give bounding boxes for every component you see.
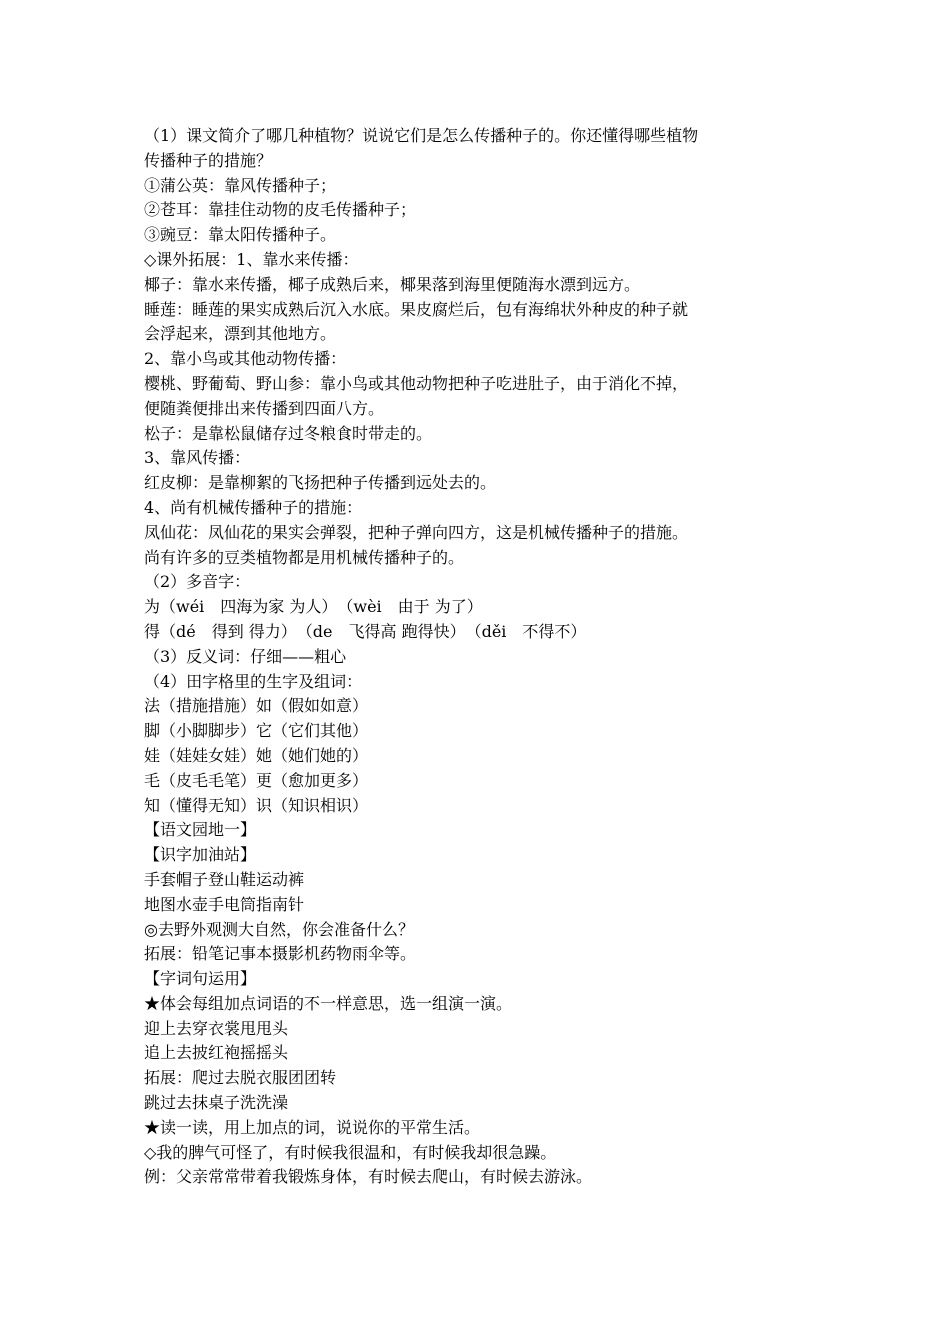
text-line: ◇课外拓展：1、靠水来传播： <box>144 249 359 269</box>
text-line: 便随粪便排出来传播到四面八方。 <box>144 398 385 418</box>
text-line: 松子：是靠松鼠储存过冬粮食时带走的。 <box>144 423 433 443</box>
text-line: 得（dé 得到 得力） （de 飞得高 跑得快） （děi 不得不） <box>144 621 587 641</box>
text-line: 追上去披红袍摇摇头 <box>144 1043 289 1063</box>
text-line: 毛（皮毛毛笔）更（愈加更多） <box>144 770 369 790</box>
text-line: ③豌豆：靠太阳传播种子。 <box>144 225 337 245</box>
text-line: （3）反义词：仔细——粗心 <box>144 646 347 666</box>
text-line: ◎去野外观测大自然，你会准备什么？ <box>144 919 414 939</box>
text-line: 知（懂得无知）识（知识相识） <box>144 795 369 815</box>
text-line: 凤仙花：凤仙花的果实会弹裂，把种子弹向四方，这是机械传播种子的措施。 <box>144 522 689 542</box>
text-line: 椰子：靠水来传播，椰子成熟后来，椰果落到海里便随海水漂到远方。 <box>144 274 641 294</box>
text-line: 【识字加油站】 <box>144 845 257 865</box>
text-line: （1）课文简介了哪几种植物？说说它们是怎么传播种子的。你还懂得哪些植物 <box>144 126 699 145</box>
text-line: 3、靠风传播： <box>144 448 251 468</box>
text-line: 樱桃、野葡萄、野山参：靠小鸟或其他动物把种子吃进肚子，由于消化不掉， <box>144 373 689 393</box>
text-line: 娃（娃娃女娃）她（她们她的） <box>144 745 369 765</box>
text-line: （4）田字格里的生字及组词： <box>144 671 363 691</box>
text-line: 2、靠小鸟或其他动物传播： <box>144 349 347 369</box>
text-line: 地图水壶手电筒指南针 <box>144 894 305 914</box>
text-line: ★读一读，用上加点的词，说说你的平常生活。 <box>144 1117 481 1137</box>
document-body <box>144 124 824 1190</box>
text-line: 手套帽子登山鞋运动裤 <box>144 869 305 889</box>
text-line: 红皮柳：是靠柳絮的飞扬把种子传播到远处去的。 <box>144 473 497 493</box>
text-line: 会浮起来，漂到其他地方。 <box>144 324 337 344</box>
text-line: 拓展：爬过去脱衣服团团转 <box>144 1068 337 1088</box>
text-line: 法（措施措施）如（假如如意） <box>144 696 369 716</box>
text-line: ◇我的脾气可怪了，有时候我很温和，有时候我却很急躁。 <box>144 1142 557 1162</box>
text-line: 脚（小脚脚步）它（它们其他） <box>144 721 369 741</box>
text-line: 例：父亲常常带着我锻炼身体，有时候去爬山，有时候去游泳。 <box>144 1167 593 1187</box>
text-line: 传播种子的措施？ <box>144 150 273 170</box>
text-line: 为（wéi 四海为家 为人） （wèi 由于 为了） <box>144 597 483 617</box>
text-line: 4、尚有机械传播种子的措施： <box>144 497 363 517</box>
text-line: ★体会每组加点词语的不一样意思，选一组演一演。 <box>144 993 513 1013</box>
text-line: 尚有许多的豆类植物都是用机械传播种子的。 <box>144 547 465 567</box>
text-line: 拓展：铅笔记事本摄影机药物雨伞等。 <box>144 944 417 964</box>
text-line: ①蒲公英：靠风传播种子； <box>144 175 337 195</box>
text-line: 【语文园地一】 <box>144 820 257 840</box>
text-line: 睡莲：睡莲的果实成熟后沉入水底。果皮腐烂后，包有海绵状外种皮的种子就 <box>144 299 689 319</box>
text-line: ②苍耳：靠挂住动物的皮毛传播种子； <box>144 200 417 220</box>
text-line: 跳过去抹桌子洗洗澡 <box>144 1093 289 1113</box>
text-line: 【字词句运用】 <box>144 969 257 989</box>
text-line: （2）多音字： <box>144 572 251 592</box>
text-line: 迎上去穿衣裳甩甩头 <box>144 1018 289 1038</box>
